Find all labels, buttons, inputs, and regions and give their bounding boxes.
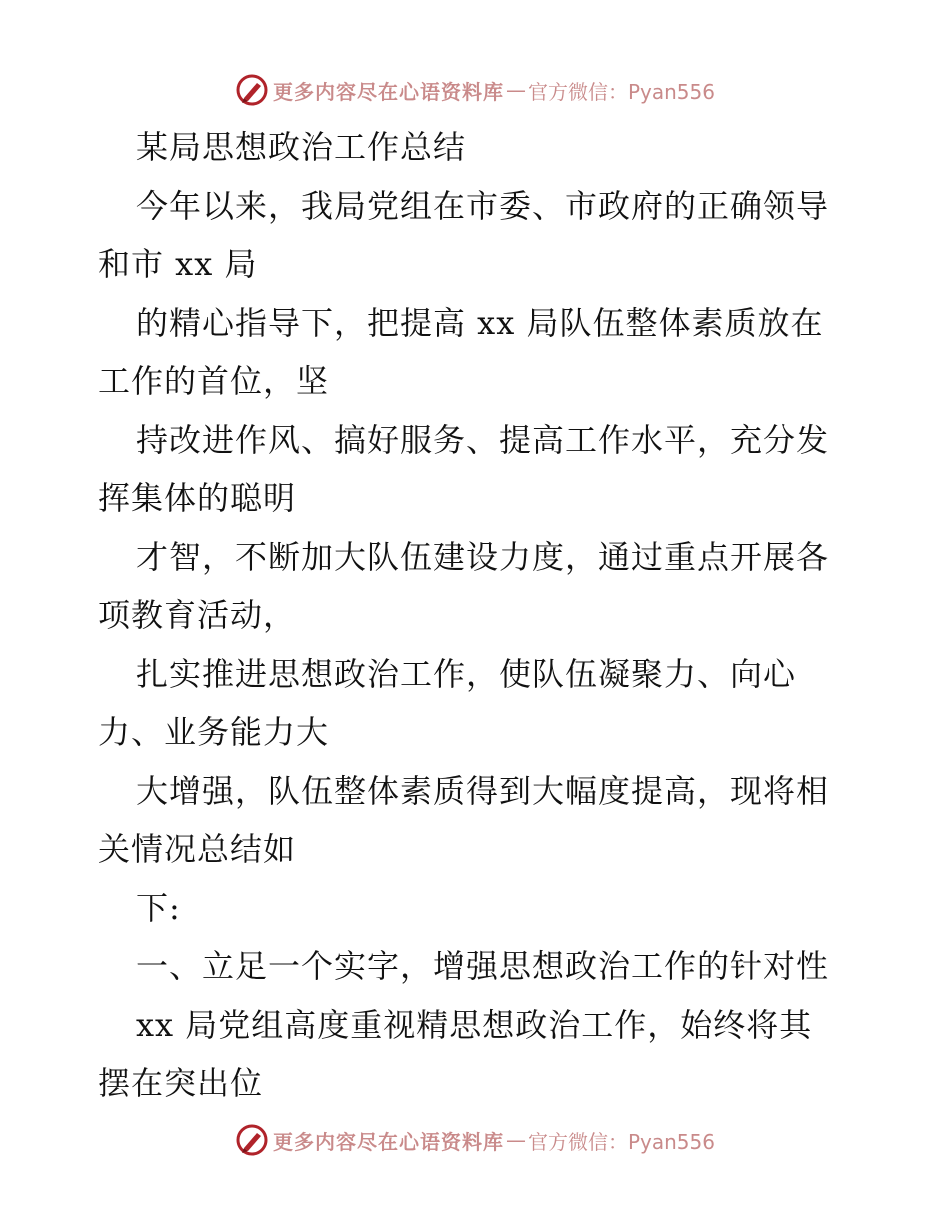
text-line: 挥集体的聪明 (98, 479, 297, 517)
watermark-separator: — (505, 78, 526, 102)
watermark-banner-top (0, 70, 950, 110)
text-line: 和市 xx 局 (98, 245, 258, 283)
text-line: xx 局党组高度重视精思想政治工作，始终将其 (136, 1005, 813, 1044)
watermark-contact: 官方微信：Pyan556 (527, 79, 715, 104)
text-line: 关情况总结如 (98, 830, 297, 868)
document-body (98, 118, 858, 1113)
text-line: 才智，不断加大队伍建设力度，通过重点开展各 (136, 537, 830, 576)
watermark-contact: 官方微信：Pyan556 (527, 1129, 715, 1154)
text-line: 某局思想政治工作总结 (136, 128, 467, 166)
text-line: 摆在突出位 (98, 1064, 264, 1102)
watermark-separator: — (505, 1128, 526, 1152)
text-line: 今年以来，我局党组在市委、市政府的正确领导 (136, 186, 830, 225)
watermark-text: 更多内容尽在心语资料库 (272, 79, 504, 104)
watermark-text: 更多内容尽在心语资料库 (272, 1129, 504, 1154)
text-line: 持改进作风、搞好服务、提高工作水平，充分发 (136, 420, 830, 459)
pen-logo-icon (235, 1123, 269, 1157)
text-line: 力、业务能力大 (98, 713, 330, 751)
text-line: 一、立足一个实字，增强思想政治工作的针对性 (136, 947, 830, 985)
text-line: 的精心指导下，把提高 xx 局队伍整体素质放在 (136, 303, 824, 342)
text-line: 下: (136, 888, 181, 927)
text-line: 扎实推进思想政治工作，使队伍凝聚力、向心 (136, 654, 797, 693)
text-line: 大增强，队伍整体素质得到大幅度提高，现将相 (136, 771, 830, 810)
watermark-banner-bottom (0, 1120, 950, 1160)
text-line: 工作的首位，坚 (98, 362, 330, 400)
text-line: 项教育活动， (98, 596, 297, 634)
pen-logo-icon (235, 73, 269, 107)
